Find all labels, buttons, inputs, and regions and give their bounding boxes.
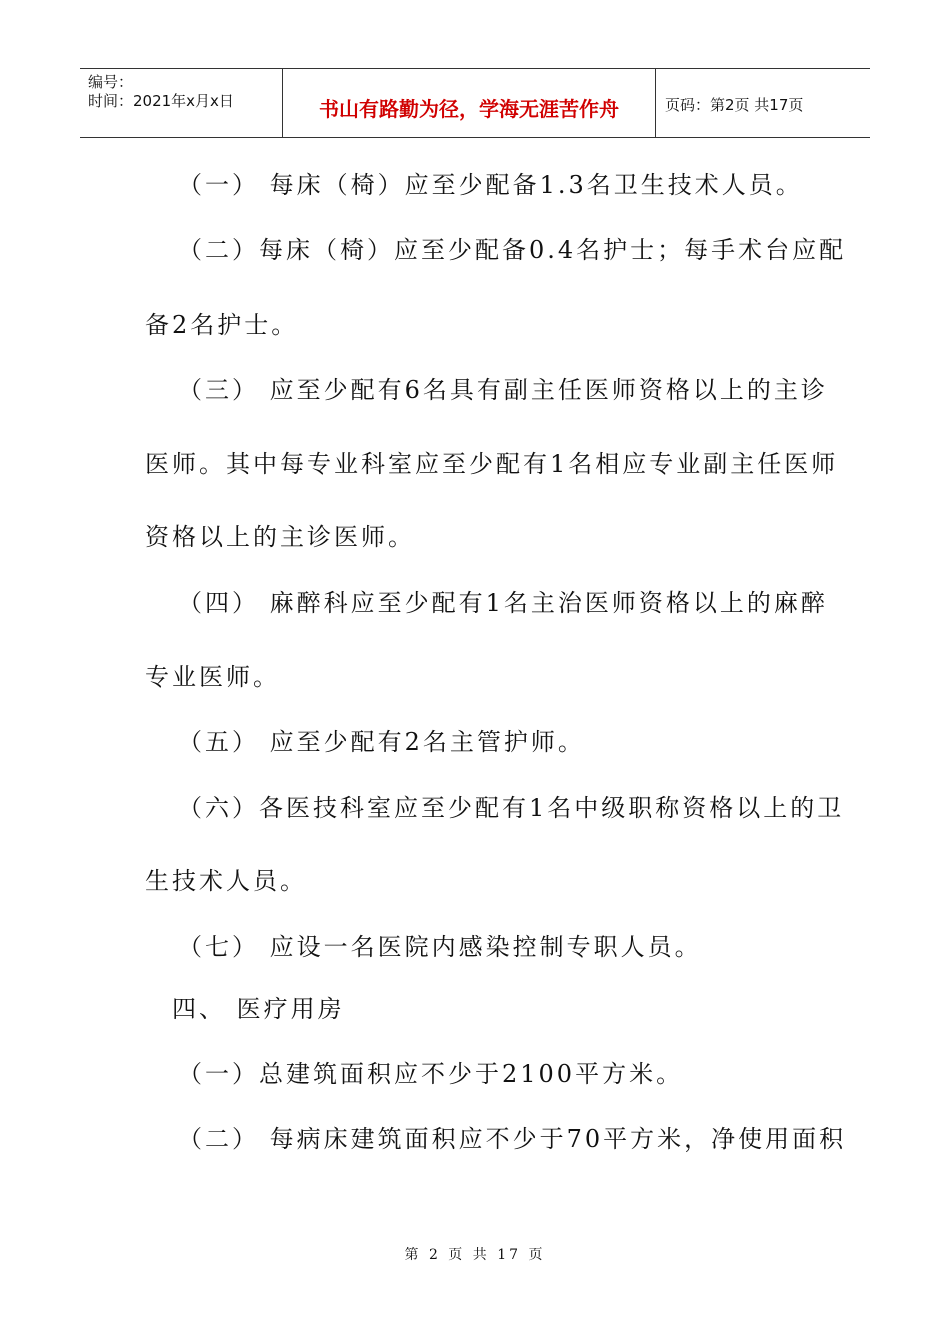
document-number-label: 编号： bbox=[88, 73, 134, 91]
header-motto-cell bbox=[282, 69, 656, 137]
body-line: （三） 应至少配有6名具有副主任医师资格以上的主诊 bbox=[178, 376, 828, 404]
body-line: （一）总建筑面积应不少于2100平方米。 bbox=[178, 1060, 684, 1088]
header-page-cell bbox=[655, 69, 870, 137]
header-motto: 书山有路勤为径，学海无涯苦作舟 bbox=[319, 97, 619, 121]
section-heading: 四、 医疗用房 bbox=[172, 995, 345, 1023]
document-date-label: 时间：2021年x月x日 bbox=[88, 92, 234, 110]
body-line: （二）每床（椅）应至少配备0.4名护士；每手术台应配 bbox=[178, 236, 847, 264]
body-line: （一） 每床（椅）应至少配备1.3名卫生技术人员。 bbox=[178, 171, 803, 199]
body-line: （二） 每病床建筑面积应不少于70平方米，净使用面积 bbox=[178, 1125, 847, 1153]
body-line: （四） 麻醉科应至少配有1名主治医师资格以上的麻醉 bbox=[178, 589, 828, 617]
body-line: （六）各医技科室应至少配有1名中级职称资格以上的卫 bbox=[178, 794, 845, 822]
body-line: 医师。其中每专业科室应至少配有1名相应专业副主任医师 bbox=[145, 450, 839, 478]
body-line: （七） 应设一名医院内感染控制专职人员。 bbox=[178, 933, 702, 961]
header-meta-cell bbox=[80, 69, 282, 137]
page-header bbox=[80, 68, 870, 138]
body-line: 生技术人员。 bbox=[145, 867, 307, 895]
header-page-info: 页码：第2页 共17页 bbox=[665, 96, 804, 114]
body-line: 备2名护士。 bbox=[145, 311, 299, 339]
page-footer: 第 2 页 共 17 页 bbox=[404, 1247, 546, 1263]
body-line: 资格以上的主诊医师。 bbox=[145, 523, 415, 551]
body-line: （五） 应至少配有2名主管护师。 bbox=[178, 728, 585, 756]
body-line: 专业医师。 bbox=[145, 663, 280, 691]
